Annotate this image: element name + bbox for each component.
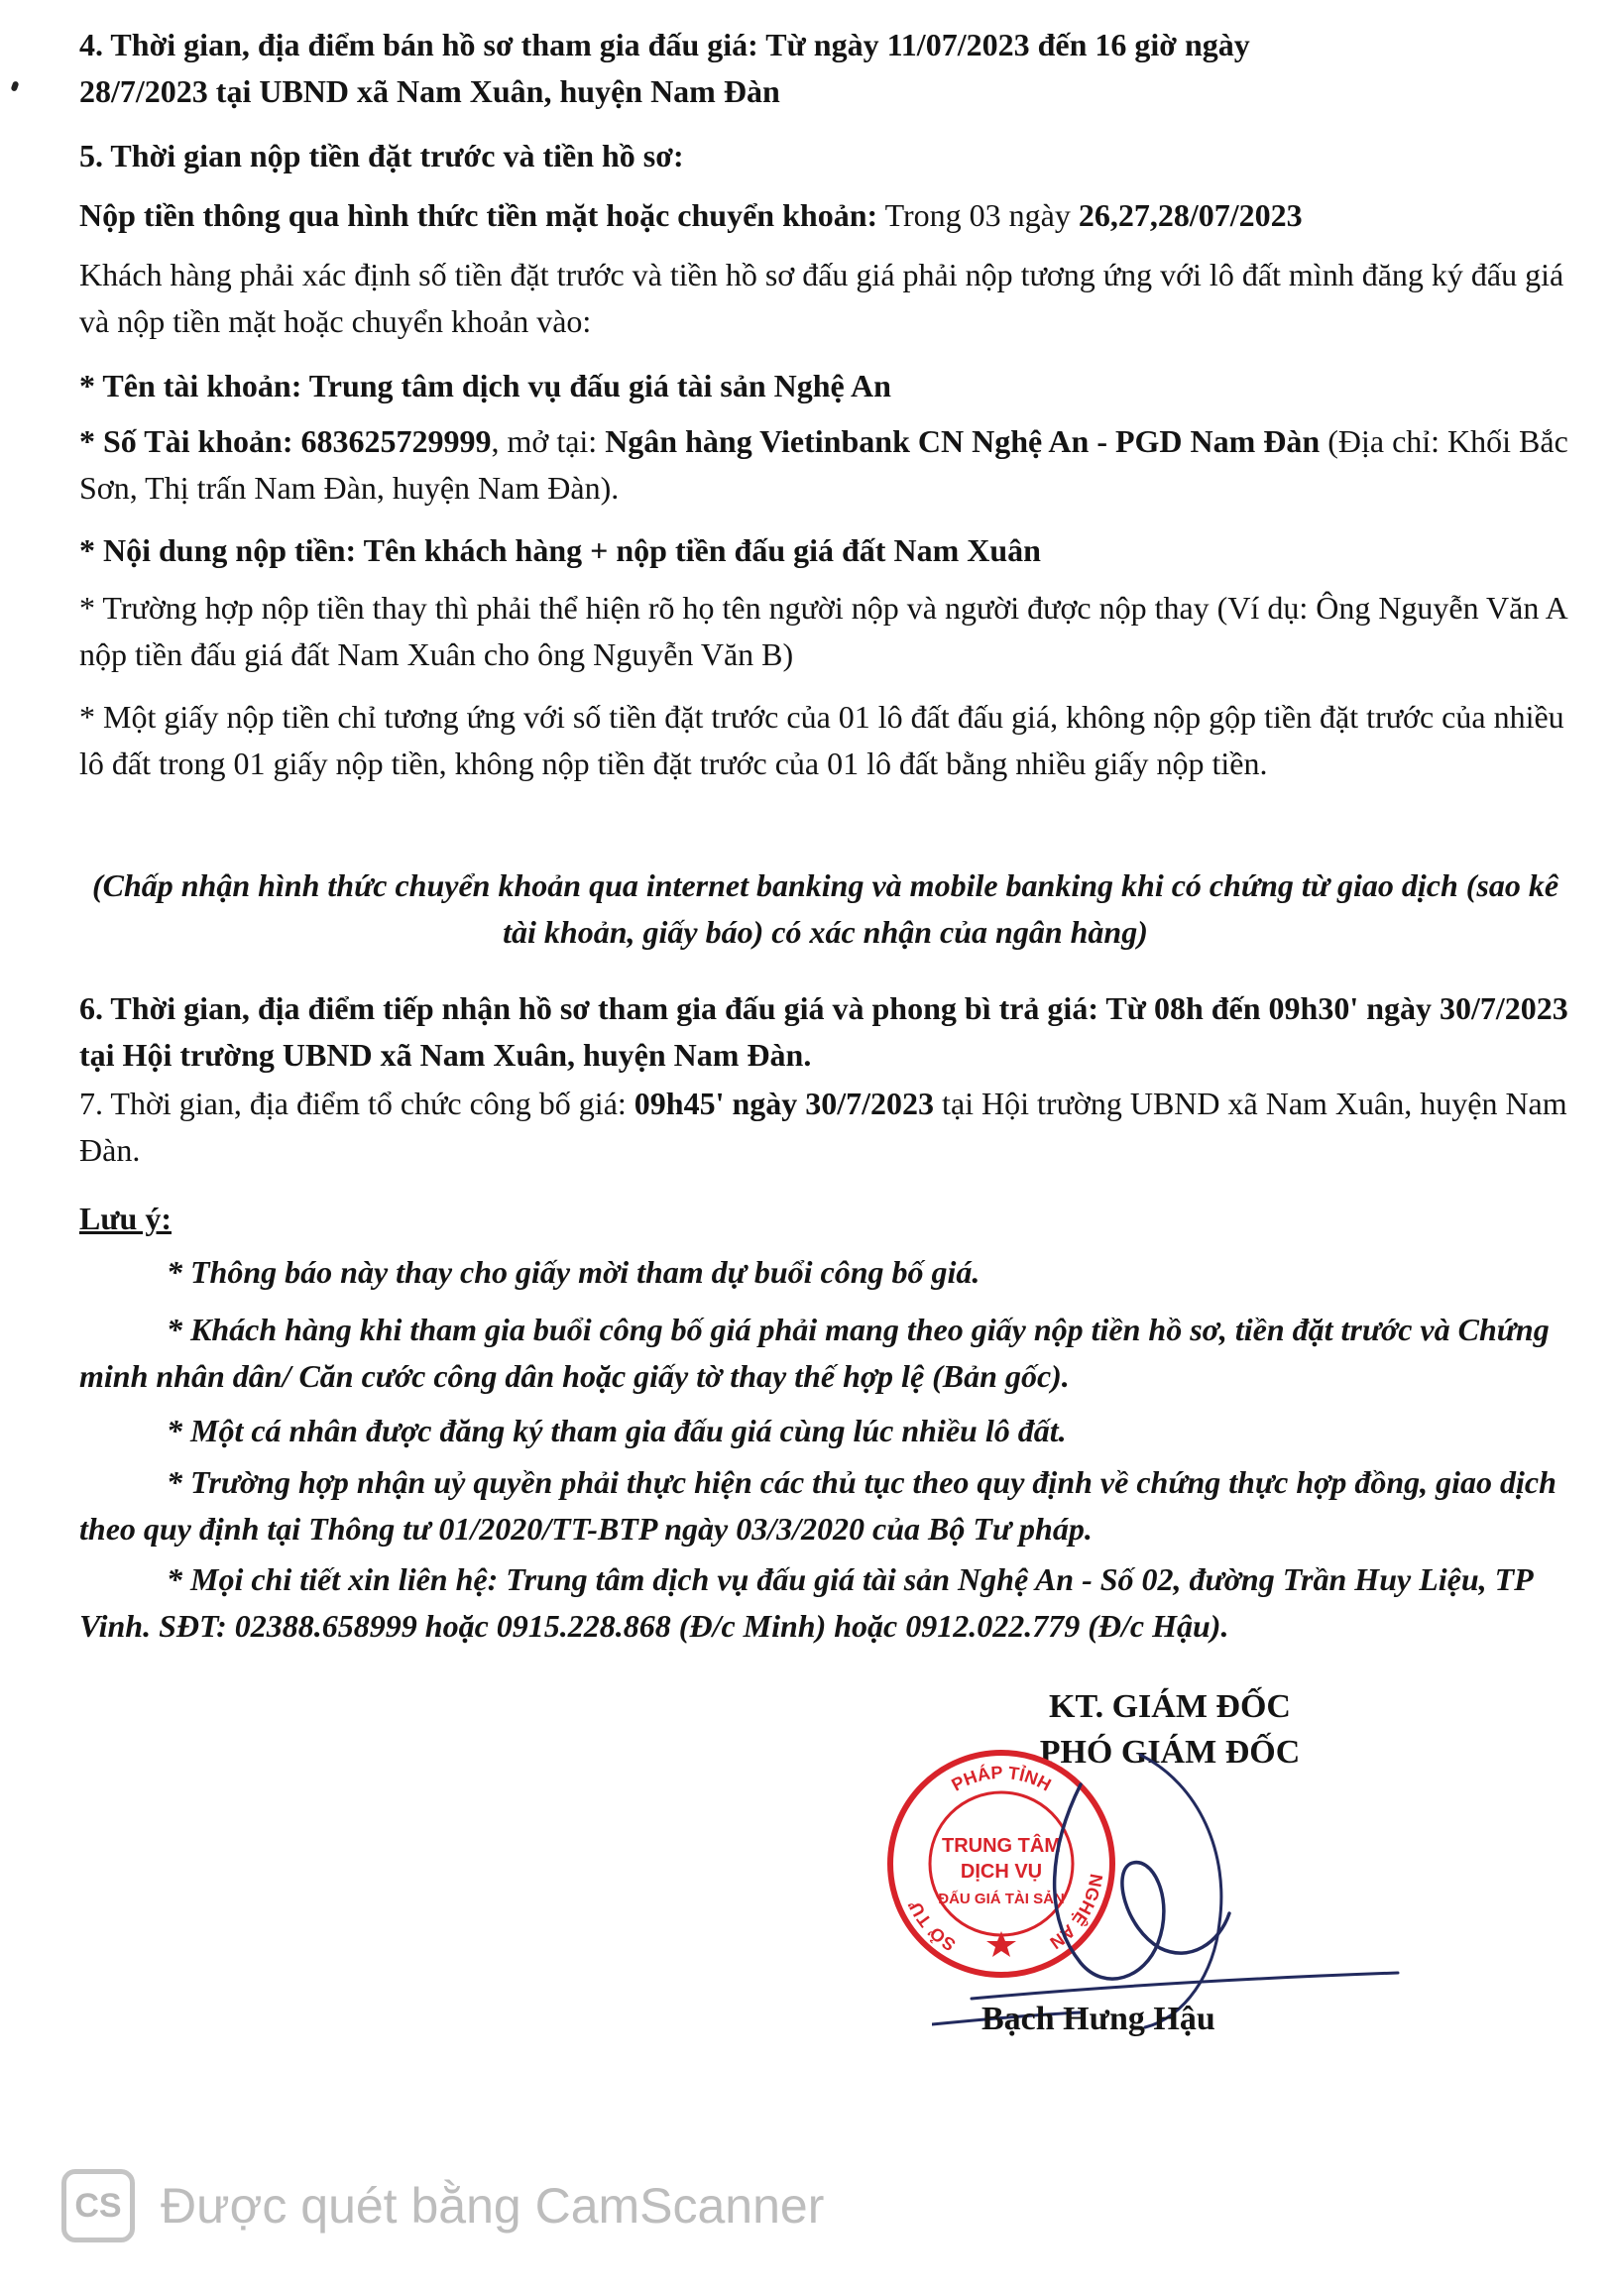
- note-5: * Mọi chi tiết xin liên hệ: Trung tâm dịch vụ đấu giá tài sản Nghệ An - Số 02, đường Trần Huy Liệu, TP Vinh. SĐT: 02388.658999 hoặc 0915.228.868 (Đ/c Minh) hoặc 0912.022.779 (Đ/c Hậu).: [79, 1561, 1533, 1644]
- account-opened-at: , mở tại:: [491, 423, 598, 459]
- note-3: * Một cá nhân được đăng ký tham gia đấu giá cùng lúc nhiều lô đất.: [167, 1413, 1067, 1448]
- banking-note: (Chấp nhận hình thức chuyển khoản qua internet banking và mobile banking khi có chứng từ giao dịch (sao kê tài khoản, giấy báo) có xác nhận của ngân hàng): [91, 867, 1559, 950]
- section-4-line2: 28/7/2023 tại UBND xã Nam Xuân, huyện Nam Đàn: [79, 73, 780, 109]
- seal-line-2: DỊCH VỤ: [960, 1861, 1043, 1883]
- signer-name: Bạch Hưng Hậu: [981, 2001, 1215, 2037]
- section-7: [79, 1081, 1571, 1174]
- signature-stroke-1: [1055, 1784, 1229, 1979]
- account-address: (Địa chỉ: Khối Bắc Sơn, Thị trấn Nam Đàn, huyện Nam Đàn).: [79, 423, 1568, 506]
- payment-within: Trong 03 ngày: [884, 197, 1071, 233]
- note-4: * Trường hợp nhận uỷ quyền phải thực hiện các thủ tục theo quy định về chứng thực hợp đồng, giao dịch theo quy định tại Thông tư 01/2020/TT-BTP ngày 03/3/2020 của Bộ Tư pháp.: [79, 1464, 1556, 1547]
- signature-title-2: PHÓ GIÁM ĐỐC: [1039, 1734, 1301, 1771]
- camscanner-logo-icon: CS: [61, 2169, 135, 2242]
- signature-title-1: KT. GIÁM ĐỐC: [1049, 1688, 1291, 1725]
- camscanner-text: Được quét bằng CamScanner: [161, 2178, 825, 2234]
- payment-method-label: Nộp tiền thông qua hình thức tiền mặt hoặc chuyển khoản:: [79, 197, 878, 233]
- account-number-label: * Số Tài khoản:: [79, 423, 293, 459]
- one-slip-rule: * Một giấy nộp tiền chỉ tương ứng với số tiền đặt trước của 01 lô đất đấu giá, không nộp gộp tiền đặt trước của nhiều lô đất trong 01 giấy nộp tiền, không nộp tiền đặt trước của 01 lô đất bằng nhiều giấy nộp tiền.: [79, 699, 1564, 781]
- note-1: * Thông báo này thay cho giấy mời tham dự buổi công bố giá.: [167, 1254, 980, 1290]
- section-7-prefix: 7. Thời gian, địa điểm tổ chức công bố giá:: [79, 1086, 627, 1121]
- section-7-suffix: tại Hội trường UBND xã Nam Xuân, huyện Nam Đàn.: [79, 1086, 1567, 1168]
- payment-dates: 26,27,28/07/2023: [1078, 197, 1303, 233]
- account-name: * Tên tài khoản: Trung tâm dịch vụ đấu giá tài sản Nghệ An: [79, 368, 891, 403]
- seal-top-arc: PHÁP TỈNH: [948, 1762, 1055, 1795]
- proxy-payment-note: * Trường hợp nộp tiền thay thì phải thể hiện rõ họ tên người nộp và người được nộp thay (Ví dụ: Ông Nguyễn Văn A nộp tiền đấu giá đất Nam Xuân cho ông Nguyễn Văn B): [79, 590, 1566, 672]
- signature-stroke-2: [1140, 1755, 1221, 2027]
- section-5-payment-method: [79, 192, 1571, 239]
- customer-note: Khách hàng phải xác định số tiền đặt trước và tiền hồ sơ đấu giá phải nộp tương ứng với lô đất mình đăng ký đấu giá và nộp tiền mặt hoặc chuyển khoản vào:: [79, 257, 1564, 339]
- account-number: 683625729999: [300, 423, 492, 459]
- account-number-paragraph: [79, 418, 1571, 512]
- section-4-line1: 4. Thời gian, địa điểm bán hồ sơ tham gia đấu giá: Từ ngày 11/07/2023 đến 16 giờ ngày: [79, 27, 1250, 62]
- account-bank: Ngân hàng Vietinbank CN Nghệ An - PGD Nam Đàn: [605, 423, 1321, 459]
- section-6: 6. Thời gian, địa điểm tiếp nhận hồ sơ tham gia đấu giá và phong bì trả giá: Từ 08h đến 09h30' ngày 30/7/2023 tại Hội trường UBND xã Nam Xuân, huyện Nam Đàn.: [79, 990, 1568, 1073]
- payment-content: * Nội dung nộp tiền: Tên khách hàng + nộp tiền đấu giá đất Nam Xuân: [79, 532, 1041, 568]
- scan-speck: [10, 80, 19, 91]
- note-2: * Khách hàng khi tham gia buổi công bố giá phải mang theo giấy nộp tiền hồ sơ, tiền đặt trước và Chứng minh nhân dân/ Căn cước công dân hoặc giấy tờ thay thế hợp lệ (Bản gốc).: [79, 1312, 1550, 1394]
- seal-line-1: TRUNG TÂM: [942, 1835, 1061, 1857]
- note-heading: Lưu ý:: [79, 1201, 172, 1236]
- seal-line-3: ĐẤU GIÁ TÀI SẢN: [938, 1891, 1065, 1907]
- seal-left-arc: SỞ TƯ: [904, 1896, 960, 1955]
- seal-right-arc: NGHỆ AN: [1046, 1872, 1107, 1953]
- section-7-time: 09h45' ngày 30/7/2023: [634, 1086, 935, 1121]
- section-5-heading: 5. Thời gian nộp tiền đặt trước và tiền hồ sơ:: [79, 138, 684, 173]
- section-4: [79, 22, 1571, 115]
- camscanner-watermark: [61, 2166, 824, 2245]
- signature-underline: [972, 1973, 1398, 1999]
